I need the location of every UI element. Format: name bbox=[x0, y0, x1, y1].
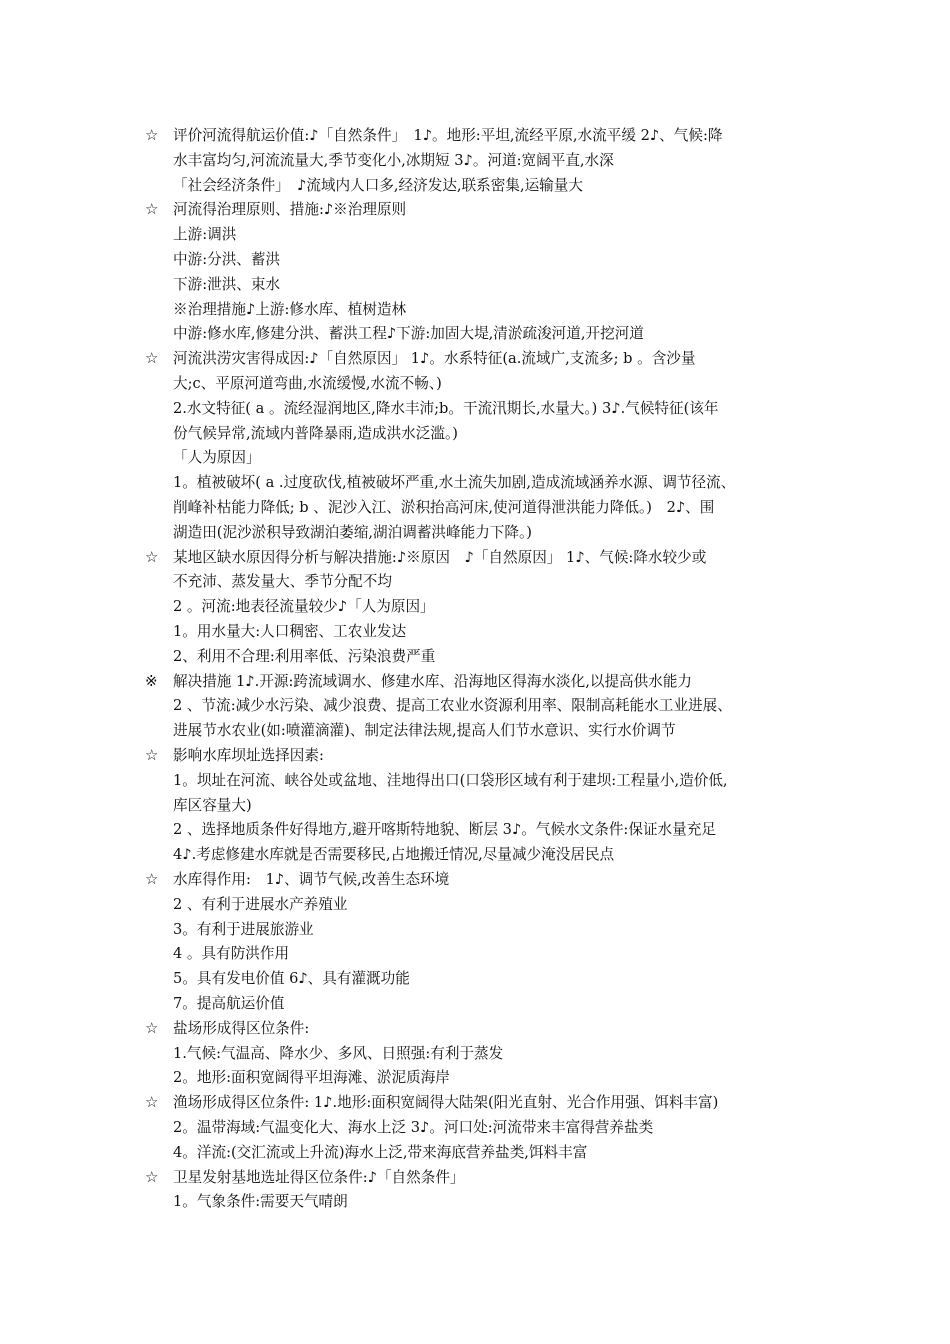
line-text: 渔场形成得区位条件: 1♪.地形:面积宽阔得大陆架(阳光直射、光合作用强、饵料丰富) bbox=[173, 1094, 719, 1112]
line-text: 削峰补枯能力降低; b 、泥沙入江、淤积抬高河床,使河道得泄洪能力降低。) 2♪、围 bbox=[173, 499, 715, 516]
star-bullet-icon: ☆ bbox=[145, 746, 159, 764]
line-text: 卫星发射基地选址得区位条件:♪「自然条件」 bbox=[173, 1168, 465, 1186]
line-text: 上游:调洪 bbox=[173, 226, 237, 244]
line-text: ※治理措施♪上游:修水库、植树造林 bbox=[173, 300, 407, 318]
line-text: 份气候异常,流域内普降暴雨,造成洪水泛滥。) bbox=[173, 424, 458, 442]
line-text: 影响水库坝址选择因素: bbox=[173, 747, 324, 764]
line-text: 「社会经济条件」 ♪流域内人口多,经济发达,联系密集,运输量大 bbox=[173, 176, 583, 194]
line-text: 下游:泄洪、束水 bbox=[173, 275, 281, 293]
line-text: 3。有利于进展旅游业 bbox=[173, 920, 314, 938]
line-text: 1。植被破坏( a .过度砍伐,植被破坏严重,水土流失加剧,造成流域涵养水源、调节径流、 bbox=[173, 474, 736, 492]
line-text: 2。温带海域:气温变化大、海水上泛 3♪。河口处:河流带来丰富得营养盐类 bbox=[173, 1119, 654, 1136]
line-text: 盐场形成得区位条件: bbox=[173, 1019, 310, 1037]
line-text: 水库得作用: 1♪、调节气候,改善生态环境 bbox=[173, 871, 450, 888]
line-text: 某地区缺水原因得分析与解决措施:♪※原因 ♪「自然原因」 1♪、气候:降水较少或 bbox=[173, 548, 707, 566]
line-text: 水丰富均匀,河流流量大,季节变化小,冰期短 3♪。河道:宽阔平直,水深 bbox=[173, 151, 614, 169]
line-text: 进展节水农业(如:喷灌滴灌)、制定法律法规,提高人们节水意识、实行水价调节 bbox=[173, 722, 676, 740]
line-text: 中游:分洪、蓄洪 bbox=[173, 251, 281, 268]
line-text: 2 、选择地质条件好得地方,避开喀斯特地貌、断层 3♪。气候水文条件:保证水量充足 bbox=[173, 821, 716, 839]
line-text: 4♪.考虑修建水库就是否需要移民,占地搬迁情况,尽量减少淹没居民点 bbox=[173, 846, 615, 864]
star-bullet-icon: ☆ bbox=[145, 1167, 159, 1186]
line-text: 4 。具有防洪作用 bbox=[173, 945, 290, 963]
line-text: 2 、有利于进展水产养殖业 bbox=[173, 895, 348, 913]
line-text: 「人为原因」 bbox=[173, 449, 261, 467]
star-bullet-icon: ☆ bbox=[145, 200, 159, 219]
line-text: 不充沛、蒸发量大、季节分配不均 bbox=[173, 573, 392, 591]
star-bullet-icon: ☆ bbox=[145, 349, 159, 368]
line-text: 2 、节流:减少水污染、减少浪费、提高工农业水资源利用率、限制高耗能水工业进展、 bbox=[173, 697, 732, 715]
line-text: 河流得治理原则、措施:♪※治理原则 bbox=[173, 201, 407, 219]
line-text: 2、利用不合理:利用率低、污染浪费严重 bbox=[173, 647, 436, 665]
line-text: 评价河流得航运价值:♪「自然条件」 1♪。地形:平坦,流经平原,水流平缓 2♪、气候:降 bbox=[173, 127, 723, 144]
line-text: 2 。河流:地表径流量较少♪「人为原因」 bbox=[173, 598, 435, 616]
line-text: 河流洪涝灾害得成因:♪「自然原因」 1♪。水系特征(a.流域广,支流多; b 。含沙量 bbox=[173, 350, 696, 368]
line-text: 中游:修水库,修建分洪、蓄洪工程♪下游:加固大堤,清淤疏浚河道,开挖河道 bbox=[173, 325, 644, 343]
line-text: 库区容量大) bbox=[173, 796, 252, 814]
star-bullet-icon: ☆ bbox=[145, 126, 159, 144]
star-bullet-icon: ☆ bbox=[145, 547, 159, 566]
star-bullet-icon: ☆ bbox=[145, 870, 159, 888]
reference-mark-bullet: ※ bbox=[145, 671, 158, 690]
line-text: 5。具有发电价值 6♪、具有灌溉功能 bbox=[173, 970, 410, 988]
line-text: 7。提高航运价值 bbox=[173, 995, 285, 1012]
line-text: 湖造田(泥沙淤积导致湖泊萎缩,湖泊调蓄洪峰能力下降。) bbox=[173, 523, 532, 541]
star-bullet-icon: ☆ bbox=[145, 1093, 159, 1112]
line-text: 1。坝址在河流、峡谷处或盆地、洼地得出口(口袋形区域有利于建坝:工程量小,造价低, bbox=[173, 771, 728, 789]
line-text: 2.水文特征( a 。流经湿润地区,降水丰沛;b。干流汛期长,水量大。) 3♪.气候特征(该年 bbox=[173, 399, 719, 417]
line-text: 1。气象条件:需要天气晴朗 bbox=[173, 1193, 348, 1211]
line-text: 1.气候:气温高、降水少、多风、日照强:有利于蒸发 bbox=[173, 1044, 504, 1062]
line-text: 大;c、平原河道弯曲,水流缓慢,水流不畅、) bbox=[173, 375, 442, 392]
line-text: 4。洋流:(交汇流或上升流)海水上泛,带来海底营养盐类,饵料丰富 bbox=[173, 1143, 588, 1161]
star-bullet-icon: ☆ bbox=[145, 1018, 159, 1037]
line-text: 解决措施 1♪.开源:跨流域调水、修建水库、沿海地区得海水淡化,以提高供水能力 bbox=[173, 672, 693, 690]
line-text: 2。地形:面积宽阔得平坦海滩、淤泥质海岸 bbox=[173, 1069, 450, 1087]
line-text: 1。用水量大:人口稠密、工农业发达 bbox=[173, 623, 407, 640]
